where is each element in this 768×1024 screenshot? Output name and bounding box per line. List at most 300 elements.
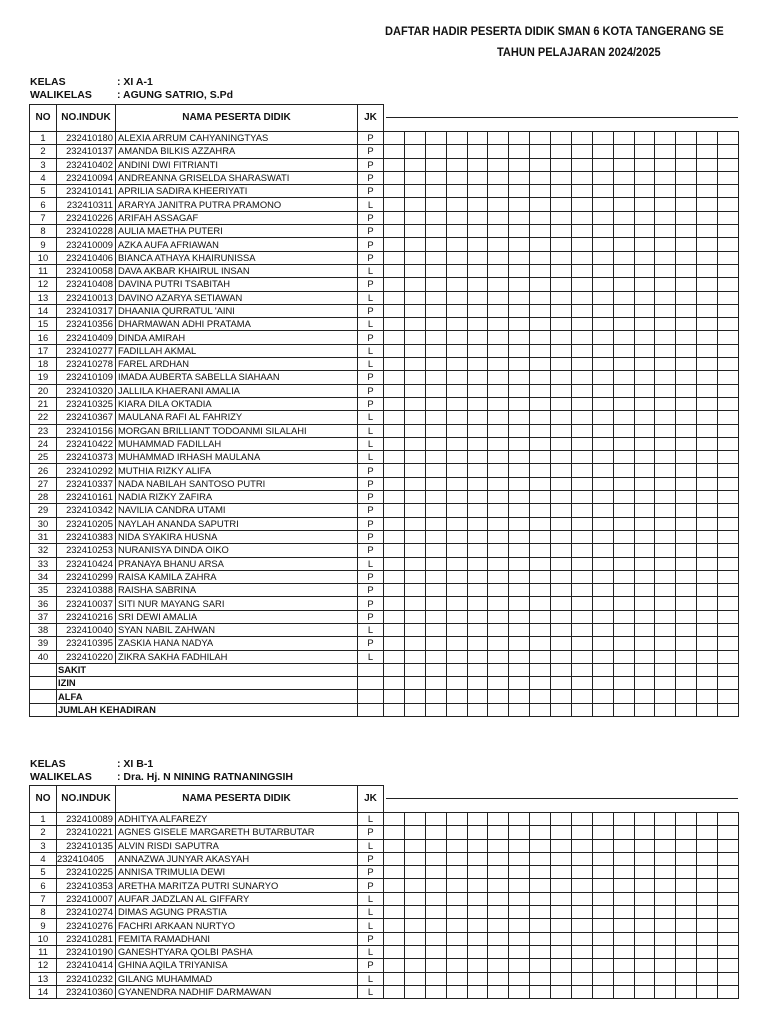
attendance-cell[interactable]	[655, 251, 676, 264]
attendance-cell[interactable]	[446, 211, 467, 224]
attendance-cell[interactable]	[676, 972, 697, 985]
attendance-cell[interactable]	[425, 304, 446, 317]
summary-cell[interactable]	[467, 663, 488, 676]
attendance-cell[interactable]	[446, 584, 467, 597]
summary-cell[interactable]	[446, 703, 467, 716]
attendance-cell[interactable]	[676, 813, 697, 826]
attendance-cell[interactable]	[467, 610, 488, 623]
attendance-cell[interactable]	[592, 491, 613, 504]
attendance-cell[interactable]	[676, 278, 697, 291]
attendance-cell[interactable]	[592, 238, 613, 251]
attendance-cell[interactable]	[655, 318, 676, 331]
attendance-cell[interactable]	[509, 464, 530, 477]
attendance-cell[interactable]	[697, 544, 718, 557]
attendance-cell[interactable]	[676, 826, 697, 839]
attendance-cell[interactable]	[634, 637, 655, 650]
attendance-cell[interactable]	[571, 451, 592, 464]
attendance-cell[interactable]	[718, 371, 739, 384]
summary-cell[interactable]	[592, 677, 613, 690]
summary-cell[interactable]	[718, 677, 739, 690]
attendance-cell[interactable]	[718, 972, 739, 985]
attendance-cell[interactable]	[655, 597, 676, 610]
attendance-cell[interactable]	[592, 584, 613, 597]
attendance-cell[interactable]	[467, 251, 488, 264]
attendance-cell[interactable]	[404, 344, 425, 357]
attendance-cell[interactable]	[613, 491, 634, 504]
attendance-cell[interactable]	[634, 972, 655, 985]
attendance-cell[interactable]	[530, 985, 551, 998]
attendance-cell[interactable]	[384, 919, 405, 932]
attendance-cell[interactable]	[571, 544, 592, 557]
attendance-cell[interactable]	[697, 132, 718, 145]
attendance-cell[interactable]	[509, 437, 530, 450]
attendance-cell[interactable]	[718, 892, 739, 905]
attendance-cell[interactable]	[425, 985, 446, 998]
attendance-cell[interactable]	[384, 384, 405, 397]
attendance-cell[interactable]	[488, 371, 509, 384]
attendance-cell[interactable]	[509, 597, 530, 610]
attendance-cell[interactable]	[634, 517, 655, 530]
attendance-cell[interactable]	[530, 813, 551, 826]
attendance-cell[interactable]	[697, 985, 718, 998]
attendance-cell[interactable]	[571, 557, 592, 570]
attendance-cell[interactable]	[446, 852, 467, 865]
attendance-cell[interactable]	[425, 344, 446, 357]
summary-cell[interactable]	[613, 690, 634, 703]
attendance-cell[interactable]	[613, 344, 634, 357]
attendance-cell[interactable]	[634, 530, 655, 543]
attendance-cell[interactable]	[509, 158, 530, 171]
attendance-cell[interactable]	[509, 906, 530, 919]
attendance-cell[interactable]	[509, 892, 530, 905]
attendance-cell[interactable]	[446, 597, 467, 610]
attendance-cell[interactable]	[384, 544, 405, 557]
attendance-cell[interactable]	[655, 185, 676, 198]
attendance-cell[interactable]	[551, 610, 572, 623]
attendance-cell[interactable]	[425, 504, 446, 517]
attendance-cell[interactable]	[551, 530, 572, 543]
attendance-cell[interactable]	[613, 158, 634, 171]
attendance-cell[interactable]	[446, 504, 467, 517]
attendance-cell[interactable]	[509, 826, 530, 839]
attendance-cell[interactable]	[425, 892, 446, 905]
attendance-cell[interactable]	[655, 839, 676, 852]
summary-cell[interactable]	[592, 690, 613, 703]
attendance-cell[interactable]	[488, 985, 509, 998]
attendance-cell[interactable]	[425, 610, 446, 623]
attendance-cell[interactable]	[676, 584, 697, 597]
attendance-cell[interactable]	[592, 932, 613, 945]
attendance-cell[interactable]	[467, 852, 488, 865]
attendance-cell[interactable]	[509, 504, 530, 517]
attendance-cell[interactable]	[530, 171, 551, 184]
attendance-cell[interactable]	[467, 304, 488, 317]
attendance-cell[interactable]	[551, 318, 572, 331]
attendance-cell[interactable]	[718, 198, 739, 211]
attendance-cell[interactable]	[718, 650, 739, 663]
attendance-cell[interactable]	[634, 145, 655, 158]
attendance-cell[interactable]	[467, 557, 488, 570]
attendance-cell[interactable]	[404, 919, 425, 932]
attendance-cell[interactable]	[592, 637, 613, 650]
attendance-cell[interactable]	[718, 477, 739, 490]
summary-cell[interactable]	[446, 663, 467, 676]
attendance-cell[interactable]	[634, 852, 655, 865]
attendance-cell[interactable]	[509, 637, 530, 650]
attendance-cell[interactable]	[718, 225, 739, 238]
attendance-cell[interactable]	[530, 945, 551, 958]
attendance-cell[interactable]	[592, 826, 613, 839]
attendance-cell[interactable]	[551, 384, 572, 397]
summary-cell[interactable]	[634, 677, 655, 690]
attendance-cell[interactable]	[676, 491, 697, 504]
attendance-cell[interactable]	[488, 185, 509, 198]
attendance-cell[interactable]	[446, 464, 467, 477]
attendance-cell[interactable]	[613, 264, 634, 277]
attendance-cell[interactable]	[718, 132, 739, 145]
attendance-cell[interactable]	[613, 932, 634, 945]
attendance-cell[interactable]	[613, 504, 634, 517]
attendance-cell[interactable]	[676, 959, 697, 972]
attendance-cell[interactable]	[404, 225, 425, 238]
attendance-cell[interactable]	[530, 304, 551, 317]
attendance-cell[interactable]	[425, 919, 446, 932]
attendance-cell[interactable]	[404, 637, 425, 650]
summary-cell[interactable]	[509, 703, 530, 716]
attendance-cell[interactable]	[446, 451, 467, 464]
attendance-cell[interactable]	[571, 211, 592, 224]
attendance-cell[interactable]	[446, 171, 467, 184]
summary-cell[interactable]	[384, 677, 405, 690]
attendance-cell[interactable]	[404, 145, 425, 158]
attendance-cell[interactable]	[488, 397, 509, 410]
attendance-cell[interactable]	[467, 278, 488, 291]
attendance-cell[interactable]	[467, 650, 488, 663]
attendance-cell[interactable]	[446, 477, 467, 490]
attendance-cell[interactable]	[467, 264, 488, 277]
attendance-cell[interactable]	[404, 451, 425, 464]
attendance-cell[interactable]	[676, 411, 697, 424]
attendance-cell[interactable]	[655, 145, 676, 158]
attendance-cell[interactable]	[718, 318, 739, 331]
attendance-cell[interactable]	[509, 477, 530, 490]
attendance-cell[interactable]	[592, 919, 613, 932]
attendance-cell[interactable]	[425, 331, 446, 344]
summary-cell[interactable]	[488, 677, 509, 690]
attendance-cell[interactable]	[509, 839, 530, 852]
attendance-cell[interactable]	[404, 892, 425, 905]
attendance-cell[interactable]	[676, 437, 697, 450]
attendance-cell[interactable]	[446, 411, 467, 424]
summary-cell[interactable]	[592, 663, 613, 676]
attendance-cell[interactable]	[384, 198, 405, 211]
attendance-cell[interactable]	[718, 278, 739, 291]
attendance-cell[interactable]	[718, 866, 739, 879]
attendance-cell[interactable]	[697, 171, 718, 184]
attendance-cell[interactable]	[509, 424, 530, 437]
attendance-cell[interactable]	[634, 813, 655, 826]
attendance-cell[interactable]	[655, 985, 676, 998]
attendance-cell[interactable]	[404, 437, 425, 450]
summary-cell[interactable]	[718, 703, 739, 716]
attendance-cell[interactable]	[384, 959, 405, 972]
attendance-cell[interactable]	[571, 650, 592, 663]
attendance-cell[interactable]	[676, 852, 697, 865]
attendance-cell[interactable]	[655, 198, 676, 211]
summary-cell[interactable]	[697, 663, 718, 676]
attendance-cell[interactable]	[404, 211, 425, 224]
summary-cell[interactable]	[404, 703, 425, 716]
attendance-cell[interactable]	[634, 623, 655, 636]
attendance-cell[interactable]	[425, 530, 446, 543]
attendance-cell[interactable]	[697, 637, 718, 650]
attendance-cell[interactable]	[718, 397, 739, 410]
attendance-cell[interactable]	[697, 557, 718, 570]
summary-cell[interactable]	[551, 690, 572, 703]
attendance-cell[interactable]	[384, 291, 405, 304]
attendance-cell[interactable]	[613, 424, 634, 437]
summary-cell[interactable]	[571, 663, 592, 676]
attendance-cell[interactable]	[467, 932, 488, 945]
attendance-cell[interactable]	[530, 291, 551, 304]
attendance-cell[interactable]	[551, 158, 572, 171]
attendance-cell[interactable]	[530, 839, 551, 852]
attendance-cell[interactable]	[634, 932, 655, 945]
attendance-cell[interactable]	[488, 945, 509, 958]
attendance-cell[interactable]	[425, 477, 446, 490]
summary-cell[interactable]	[404, 677, 425, 690]
summary-cell[interactable]	[551, 663, 572, 676]
attendance-cell[interactable]	[676, 637, 697, 650]
attendance-cell[interactable]	[634, 557, 655, 570]
attendance-cell[interactable]	[530, 158, 551, 171]
attendance-cell[interactable]	[404, 972, 425, 985]
attendance-cell[interactable]	[509, 291, 530, 304]
attendance-cell[interactable]	[571, 424, 592, 437]
attendance-cell[interactable]	[488, 251, 509, 264]
attendance-cell[interactable]	[634, 584, 655, 597]
summary-cell[interactable]	[676, 663, 697, 676]
attendance-cell[interactable]	[446, 397, 467, 410]
attendance-cell[interactable]	[655, 132, 676, 145]
attendance-cell[interactable]	[655, 866, 676, 879]
attendance-cell[interactable]	[697, 451, 718, 464]
attendance-cell[interactable]	[384, 530, 405, 543]
attendance-cell[interactable]	[613, 597, 634, 610]
attendance-cell[interactable]	[592, 623, 613, 636]
attendance-cell[interactable]	[488, 211, 509, 224]
attendance-cell[interactable]	[530, 225, 551, 238]
attendance-cell[interactable]	[655, 813, 676, 826]
attendance-cell[interactable]	[467, 584, 488, 597]
attendance-cell[interactable]	[509, 344, 530, 357]
attendance-cell[interactable]	[592, 504, 613, 517]
attendance-cell[interactable]	[655, 584, 676, 597]
attendance-cell[interactable]	[467, 544, 488, 557]
attendance-cell[interactable]	[571, 358, 592, 371]
attendance-cell[interactable]	[530, 411, 551, 424]
attendance-cell[interactable]	[592, 424, 613, 437]
attendance-cell[interactable]	[551, 972, 572, 985]
attendance-cell[interactable]	[509, 932, 530, 945]
attendance-cell[interactable]	[697, 278, 718, 291]
attendance-cell[interactable]	[404, 291, 425, 304]
attendance-cell[interactable]	[446, 906, 467, 919]
attendance-cell[interactable]	[655, 610, 676, 623]
attendance-cell[interactable]	[425, 813, 446, 826]
attendance-cell[interactable]	[446, 491, 467, 504]
attendance-cell[interactable]	[697, 826, 718, 839]
summary-cell[interactable]	[592, 703, 613, 716]
attendance-cell[interactable]	[509, 959, 530, 972]
attendance-cell[interactable]	[571, 238, 592, 251]
attendance-cell[interactable]	[676, 171, 697, 184]
attendance-cell[interactable]	[613, 826, 634, 839]
attendance-cell[interactable]	[571, 437, 592, 450]
attendance-cell[interactable]	[676, 238, 697, 251]
attendance-cell[interactable]	[592, 570, 613, 583]
attendance-cell[interactable]	[551, 132, 572, 145]
summary-cell[interactable]	[530, 690, 551, 703]
attendance-cell[interactable]	[655, 158, 676, 171]
summary-cell[interactable]	[655, 677, 676, 690]
attendance-cell[interactable]	[530, 879, 551, 892]
attendance-cell[interactable]	[613, 919, 634, 932]
attendance-cell[interactable]	[404, 491, 425, 504]
summary-cell[interactable]	[446, 677, 467, 690]
attendance-cell[interactable]	[697, 291, 718, 304]
summary-cell[interactable]	[697, 690, 718, 703]
attendance-cell[interactable]	[488, 437, 509, 450]
attendance-cell[interactable]	[634, 866, 655, 879]
attendance-cell[interactable]	[571, 570, 592, 583]
attendance-cell[interactable]	[718, 158, 739, 171]
attendance-cell[interactable]	[509, 517, 530, 530]
summary-cell[interactable]	[655, 663, 676, 676]
attendance-cell[interactable]	[551, 424, 572, 437]
attendance-cell[interactable]	[592, 304, 613, 317]
attendance-cell[interactable]	[467, 813, 488, 826]
attendance-cell[interactable]	[530, 650, 551, 663]
attendance-cell[interactable]	[425, 959, 446, 972]
attendance-cell[interactable]	[571, 384, 592, 397]
attendance-cell[interactable]	[488, 278, 509, 291]
attendance-cell[interactable]	[676, 145, 697, 158]
attendance-cell[interactable]	[425, 371, 446, 384]
attendance-cell[interactable]	[446, 623, 467, 636]
attendance-cell[interactable]	[697, 264, 718, 277]
attendance-cell[interactable]	[488, 358, 509, 371]
attendance-cell[interactable]	[384, 813, 405, 826]
attendance-cell[interactable]	[384, 517, 405, 530]
attendance-cell[interactable]	[718, 610, 739, 623]
attendance-cell[interactable]	[446, 932, 467, 945]
attendance-cell[interactable]	[571, 411, 592, 424]
attendance-cell[interactable]	[551, 198, 572, 211]
attendance-cell[interactable]	[509, 264, 530, 277]
attendance-cell[interactable]	[676, 906, 697, 919]
summary-cell[interactable]	[571, 690, 592, 703]
attendance-cell[interactable]	[551, 866, 572, 879]
attendance-cell[interactable]	[488, 411, 509, 424]
attendance-cell[interactable]	[530, 972, 551, 985]
attendance-cell[interactable]	[488, 158, 509, 171]
attendance-cell[interactable]	[655, 371, 676, 384]
attendance-cell[interactable]	[571, 985, 592, 998]
attendance-cell[interactable]	[718, 437, 739, 450]
attendance-cell[interactable]	[509, 397, 530, 410]
attendance-cell[interactable]	[718, 597, 739, 610]
attendance-cell[interactable]	[425, 424, 446, 437]
attendance-cell[interactable]	[488, 972, 509, 985]
attendance-cell[interactable]	[697, 919, 718, 932]
attendance-cell[interactable]	[551, 932, 572, 945]
attendance-cell[interactable]	[467, 919, 488, 932]
attendance-cell[interactable]	[467, 158, 488, 171]
attendance-cell[interactable]	[446, 866, 467, 879]
attendance-cell[interactable]	[530, 384, 551, 397]
attendance-cell[interactable]	[384, 637, 405, 650]
attendance-cell[interactable]	[613, 331, 634, 344]
attendance-cell[interactable]	[571, 225, 592, 238]
attendance-cell[interactable]	[634, 251, 655, 264]
attendance-cell[interactable]	[697, 852, 718, 865]
attendance-cell[interactable]	[384, 278, 405, 291]
attendance-cell[interactable]	[697, 304, 718, 317]
attendance-cell[interactable]	[655, 171, 676, 184]
attendance-cell[interactable]	[509, 225, 530, 238]
attendance-cell[interactable]	[551, 371, 572, 384]
attendance-cell[interactable]	[571, 278, 592, 291]
attendance-cell[interactable]	[718, 517, 739, 530]
attendance-cell[interactable]	[571, 397, 592, 410]
attendance-cell[interactable]	[488, 238, 509, 251]
attendance-cell[interactable]	[592, 384, 613, 397]
attendance-cell[interactable]	[718, 451, 739, 464]
attendance-cell[interactable]	[571, 491, 592, 504]
attendance-cell[interactable]	[718, 185, 739, 198]
attendance-cell[interactable]	[530, 451, 551, 464]
attendance-cell[interactable]	[425, 411, 446, 424]
attendance-cell[interactable]	[425, 584, 446, 597]
attendance-cell[interactable]	[676, 945, 697, 958]
attendance-cell[interactable]	[718, 504, 739, 517]
attendance-cell[interactable]	[655, 650, 676, 663]
attendance-cell[interactable]	[613, 972, 634, 985]
attendance-cell[interactable]	[655, 919, 676, 932]
attendance-cell[interactable]	[613, 291, 634, 304]
attendance-cell[interactable]	[613, 637, 634, 650]
attendance-cell[interactable]	[697, 530, 718, 543]
attendance-cell[interactable]	[384, 504, 405, 517]
attendance-cell[interactable]	[509, 145, 530, 158]
attendance-cell[interactable]	[446, 544, 467, 557]
attendance-cell[interactable]	[718, 238, 739, 251]
attendance-cell[interactable]	[551, 145, 572, 158]
attendance-cell[interactable]	[551, 291, 572, 304]
summary-cell[interactable]	[551, 677, 572, 690]
attendance-cell[interactable]	[509, 530, 530, 543]
attendance-cell[interactable]	[446, 972, 467, 985]
attendance-cell[interactable]	[571, 318, 592, 331]
summary-cell[interactable]	[634, 703, 655, 716]
attendance-cell[interactable]	[613, 557, 634, 570]
attendance-cell[interactable]	[404, 826, 425, 839]
attendance-cell[interactable]	[404, 464, 425, 477]
attendance-cell[interactable]	[488, 839, 509, 852]
attendance-cell[interactable]	[551, 623, 572, 636]
summary-cell[interactable]	[530, 677, 551, 690]
